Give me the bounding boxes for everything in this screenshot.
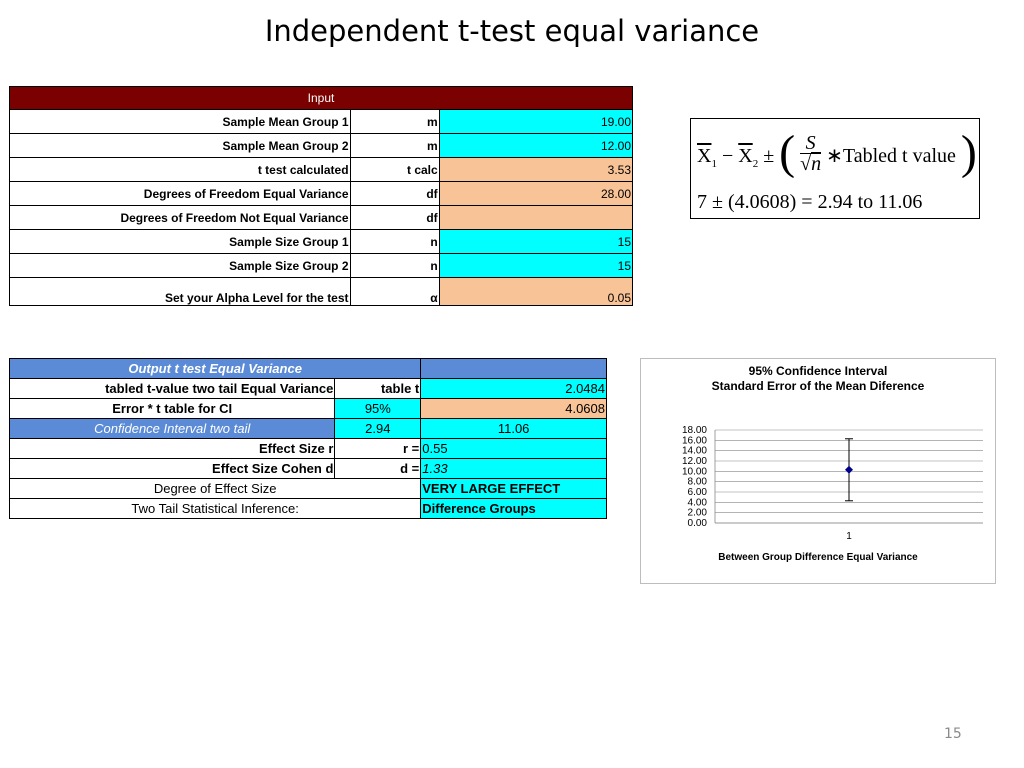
y-tick-label: 0.00 — [687, 518, 707, 529]
inference-label: Two Tail Statistical Inference: — [10, 499, 421, 519]
y-tick-label: 4.00 — [687, 497, 707, 509]
effect-r-label: Effect Size r — [10, 439, 335, 459]
row-value: 3.53 — [439, 158, 632, 182]
chart-xlabel: Between Group Difference Equal Variance — [718, 552, 918, 563]
formula-x1: $\overline{X}$ — [697, 145, 712, 168]
row-label: Degrees of Freedom Not Equal Variance — [10, 206, 351, 230]
row-symbol: n — [350, 254, 439, 278]
table-row — [10, 399, 607, 419]
x-tick-label: 1 — [846, 531, 852, 542]
row-label: Sample Mean Group 2 — [10, 134, 351, 158]
row-symbol: n — [350, 230, 439, 254]
formula-numerator: S — [800, 133, 821, 154]
formula-line-2: 7 ± (4.0608) = 2.94 to 11.06 — [697, 191, 923, 213]
degree-label: Degree of Effect Size — [10, 479, 421, 499]
formula-denominator: n — [811, 153, 822, 175]
y-tick-label: 8.00 — [687, 476, 707, 488]
row-value[interactable]: 12.00 — [439, 134, 632, 158]
output-header: Output t test Equal Variance — [10, 359, 421, 379]
row-value[interactable]: 15 — [439, 230, 632, 254]
row-value[interactable]: 19.00 — [439, 110, 632, 134]
ci-label: Confidence Interval two tail — [10, 419, 335, 439]
data-point — [845, 466, 853, 474]
effect-r-symbol: r = — [335, 439, 421, 459]
row-label: Sample Size Group 1 — [10, 230, 351, 254]
row-symbol: α — [350, 278, 439, 306]
table-row — [10, 379, 607, 399]
degree-value: VERY LARGE EFFECT — [421, 479, 607, 499]
row-label: Sample Size Group 2 — [10, 254, 351, 278]
tabled-value: 2.0484 — [421, 379, 607, 399]
row-symbol: m — [350, 134, 439, 158]
ci-high: 11.06 — [421, 419, 607, 439]
error-percent: 95% — [335, 399, 421, 419]
table-row — [10, 182, 633, 206]
chart-container — [640, 358, 996, 584]
table-row — [10, 278, 633, 306]
effect-r-value: 0.55 — [421, 439, 607, 459]
effect-d-symbol: d = — [335, 459, 421, 479]
table-row — [10, 230, 633, 254]
row-value[interactable]: 15 — [439, 254, 632, 278]
table-row — [10, 254, 633, 278]
y-tick-label: 14.00 — [681, 445, 707, 457]
error-label: Error * t table for CI — [10, 399, 335, 419]
output-header-blank — [421, 359, 607, 379]
input-header: Input — [10, 87, 633, 110]
y-tick-label: 6.00 — [687, 487, 707, 498]
row-symbol: m — [350, 110, 439, 134]
chart-plot — [641, 359, 995, 549]
table-row — [10, 206, 633, 230]
table-row — [10, 158, 633, 182]
formula-sub-2: 2 — [752, 158, 759, 171]
y-tick-label: 12.00 — [681, 456, 707, 467]
y-tick-label: 16.00 — [681, 435, 707, 447]
row-label: t test calculated — [10, 158, 351, 182]
row-label: Sample Mean Group 1 — [10, 110, 351, 134]
row-value — [439, 206, 632, 230]
formula-tabled: ∗Tabled t value — [826, 145, 956, 168]
table-row — [10, 134, 633, 158]
formula-box — [690, 118, 980, 219]
formula-minus: − — [721, 145, 734, 168]
row-symbol: df — [350, 182, 439, 206]
formula-sub-1: 1 — [711, 158, 717, 171]
page-number: 15 — [944, 726, 962, 742]
row-symbol: t calc — [350, 158, 439, 182]
effect-d-value: 1.33 — [421, 459, 607, 479]
y-tick-label: 18.00 — [681, 425, 707, 436]
row-symbol: df — [350, 206, 439, 230]
output-table — [9, 358, 607, 519]
formula-plus-minus: ± — [763, 145, 775, 168]
chart-title: 95% Confidence Interval — [748, 364, 888, 378]
table-row — [10, 479, 607, 499]
ci-low: 2.94 — [335, 419, 421, 439]
chart-subtitle: Standard Error of the Mean Diference — [711, 379, 925, 393]
table-row — [10, 459, 607, 479]
row-label: Set your Alpha Level for the test — [10, 278, 351, 306]
row-value[interactable]: 0.05 — [439, 278, 632, 306]
inference-value: Difference Groups — [421, 499, 607, 519]
y-tick-label: 2.00 — [687, 507, 707, 519]
tabled-symbol: table t — [335, 379, 421, 399]
tabled-label: tabled t-value two tail Equal Variance — [10, 379, 335, 399]
table-row — [10, 439, 607, 459]
error-value: 4.0608 — [421, 399, 607, 419]
formula-line-1: $\overline{X}_1 - \overline{X}_2$ ± ( $\frac{S}{√n}$ ∗Tabled t value ) — [697, 126, 977, 180]
slide-title: Independent t-test equal variance — [264, 14, 760, 48]
row-label: Degrees of Freedom Equal Variance — [10, 182, 351, 206]
input-table — [9, 86, 633, 306]
row-value: 28.00 — [439, 182, 632, 206]
effect-d-label: Effect Size Cohen d — [10, 459, 335, 479]
table-row — [10, 110, 633, 134]
table-row — [10, 499, 607, 519]
y-tick-label: 10.00 — [681, 466, 707, 478]
formula-x2: $\overline{X}$ — [738, 145, 753, 168]
table-row — [10, 419, 607, 439]
